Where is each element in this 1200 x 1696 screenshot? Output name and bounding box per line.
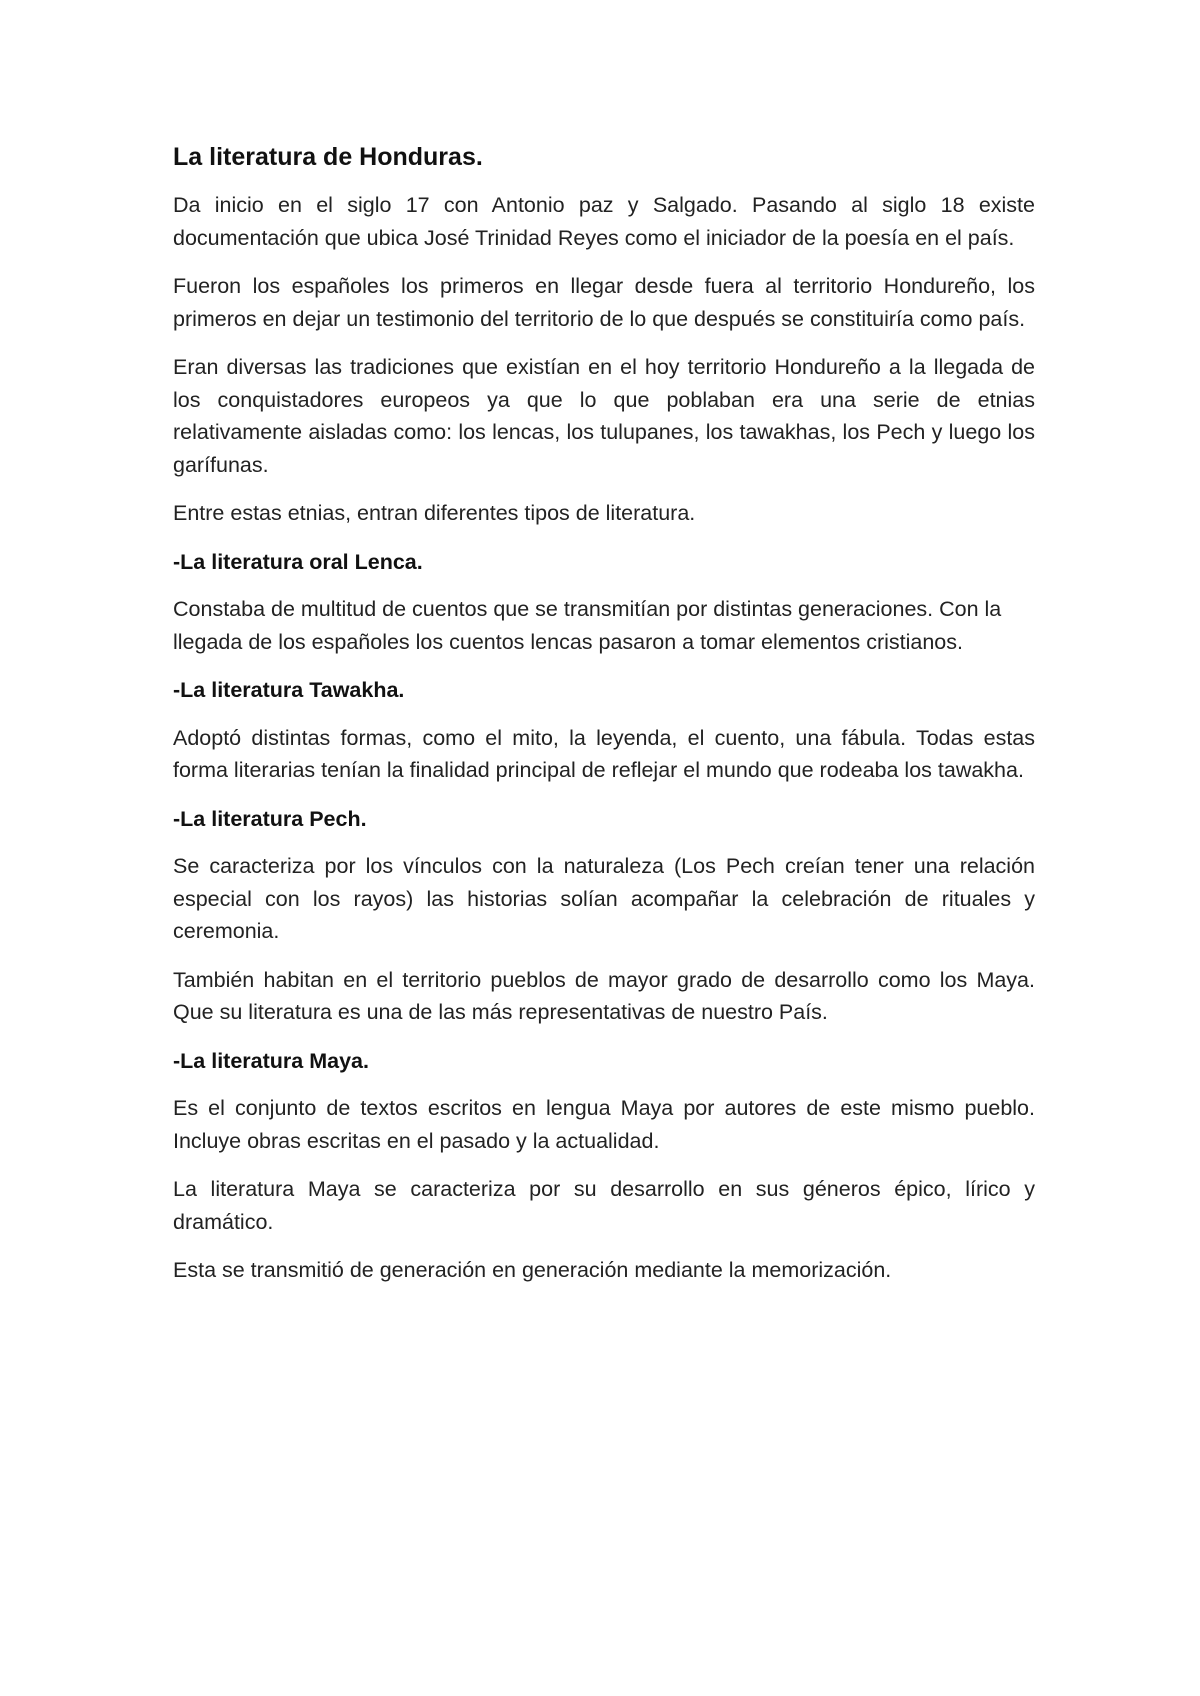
maya-paragraph-2: La literatura Maya se caracteriza por su desarrollo en sus géneros épico, lírico y dramático.	[173, 1177, 1035, 1234]
pech-paragraph-1: Se caracteriza por los vínculos con la naturaleza (Los Pech creían tener una relación especial con los rayos) las historias solían acompañar la celebración de rituales y ceremonia.	[173, 854, 1035, 943]
document-page	[173, 140, 1035, 1303]
section-heading-tawakha: -La literatura Tawakha.	[173, 678, 405, 702]
intro-paragraph-1: Da inicio en el siglo 17 con Antonio paz y Salgado. Pasando al siglo 18 existe documentación que ubica José Trinidad Reyes como el iniciador de la poesía en el país.	[173, 193, 1035, 250]
section-heading-pech: -La literatura Pech.	[173, 806, 367, 831]
tawakha-paragraph: Adoptó distintas formas, como el mito, la leyenda, el cuento, una fábula. Todas estas forma literarias tenían la finalidad principal de reflejar el mundo que rodeaba los tawakha.	[173, 725, 1035, 782]
intro-paragraph-2: Fueron los españoles los primeros en llegar desde fuera al territorio Hondureño, los primeros en dejar un testimonio del territorio de lo que después se constituiría como país.	[173, 274, 1035, 331]
intro-paragraph-3: Eran diversas las tradiciones que existían en el hoy territorio Hondureño a la llegada de los conquistadores europeos ya que lo que poblaban era una serie de etnias relativamente aisladas como: los lencas, los tulupanes, los tawakhas, los Pech y luego los garífunas.	[173, 355, 1035, 477]
maya-paragraph-1: Es el conjunto de textos escritos en lengua Maya por autores de este mismo pueblo. Incluye obras escritas en el pasado y la actualidad.	[173, 1096, 1035, 1153]
lenca-paragraph: Constaba de multitud de cuentos que se transmitían por distintas generaciones. Con la llegada de los españoles los cuentos lencas pasaron a tomar elementos cristianos.	[173, 597, 1002, 654]
section-heading-maya: -La literatura Maya.	[173, 1048, 369, 1073]
document-title: La literatura de Honduras.	[173, 143, 483, 171]
section-heading-lenca: -La literatura oral Lenca.	[173, 549, 423, 574]
intro-paragraph-4: Entre estas etnias, entran diferentes tipos de literatura.	[173, 501, 696, 525]
maya-paragraph-3: Esta se transmitió de generación en generación mediante la memorización.	[173, 1258, 892, 1282]
pech-paragraph-2: También habitan en el territorio pueblos de mayor grado de desarrollo como los Maya. Que su literatura es una de las más representativas de nuestro País.	[173, 967, 1035, 1024]
